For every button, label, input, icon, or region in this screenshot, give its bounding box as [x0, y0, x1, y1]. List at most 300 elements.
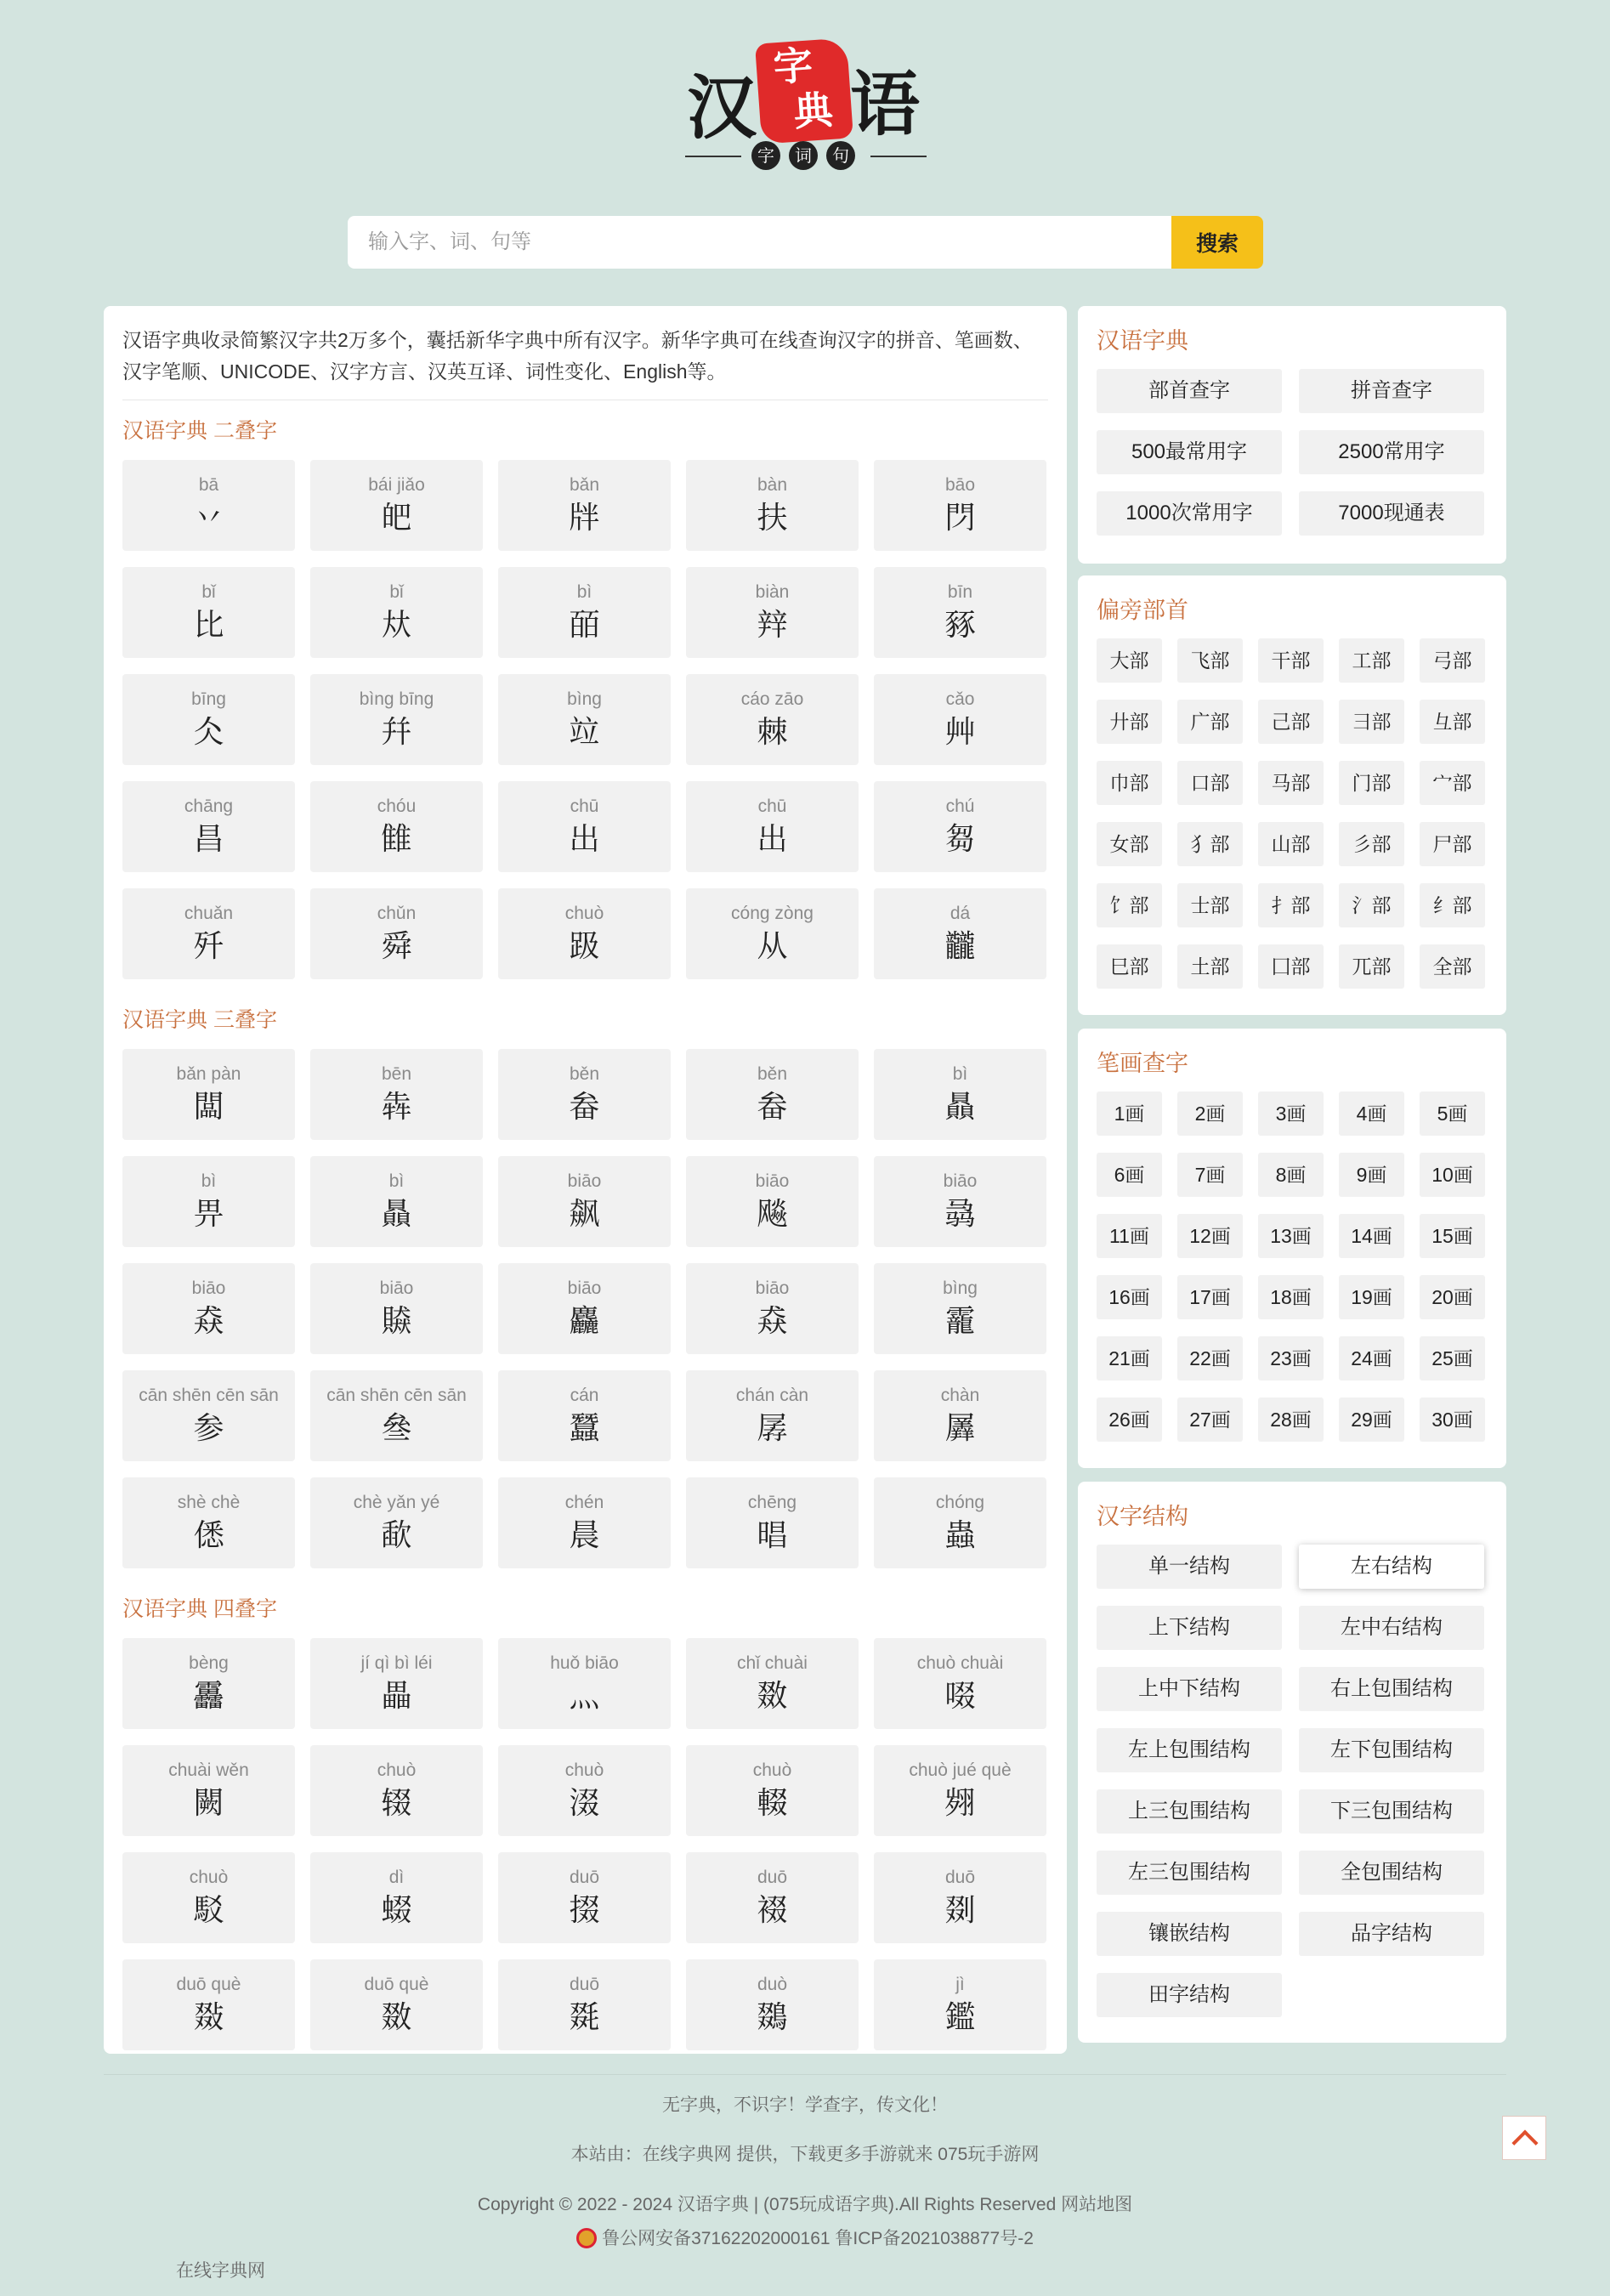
- char-card[interactable]: [874, 1370, 1046, 1461]
- char-glyph: 闆: [193, 1090, 224, 1125]
- stroke-count-button[interactable]: 10画: [1420, 1153, 1485, 1197]
- char-pinyin: bǐ: [389, 582, 404, 602]
- section-title: 汉语字典 三叠字: [122, 1008, 277, 1032]
- char-glyph: 翙: [944, 1786, 976, 1821]
- char-glyph: 麤: [569, 1304, 600, 1339]
- char-card[interactable]: [874, 674, 1046, 765]
- char-glyph: 掇: [569, 1893, 600, 1928]
- dict-link-button[interactable]: 部首查字: [1097, 369, 1282, 413]
- char-card[interactable]: [310, 781, 483, 872]
- char-pinyin: chū: [757, 797, 787, 816]
- radical-button[interactable]: 口部: [1177, 761, 1243, 805]
- char-glyph: 裰: [757, 1893, 788, 1928]
- structure-button[interactable]: 单一结构: [1097, 1545, 1282, 1589]
- police-badge-icon: [576, 2228, 597, 2248]
- back-to-top-icon[interactable]: [1502, 2116, 1546, 2160]
- char-card[interactable]: [310, 888, 483, 979]
- search-input[interactable]: [348, 216, 1171, 269]
- char-pinyin: bǐ: [201, 582, 216, 602]
- char-pinyin: chóng: [935, 1493, 985, 1512]
- char-pinyin: chuò: [564, 904, 604, 923]
- structure-button[interactable]: 上中下结构: [1097, 1667, 1282, 1711]
- char-card[interactable]: [686, 1370, 859, 1461]
- footer-slogan: 无字典，不识字！学查字，传文化！: [662, 2095, 948, 2115]
- logo-seal: [755, 37, 853, 144]
- stroke-count-button[interactable]: 25画: [1420, 1336, 1485, 1380]
- char-pinyin: bì: [201, 1171, 217, 1191]
- char-glyph: 畚: [757, 1090, 788, 1125]
- char-pinyin: biāo: [379, 1278, 414, 1298]
- char-glyph: 丷: [193, 501, 224, 536]
- radical-button[interactable]: 兀部: [1339, 944, 1404, 989]
- char-card[interactable]: [310, 1370, 483, 1461]
- char-card[interactable]: [686, 1049, 859, 1140]
- structure-button[interactable]: 全包围结构: [1299, 1851, 1484, 1895]
- sidebar-structure-title: 汉字结构: [1097, 1504, 1188, 1529]
- char-pinyin: jì: [955, 1975, 965, 1994]
- radical-button[interactable]: 饣部: [1097, 883, 1162, 927]
- char-glyph: 鵽: [757, 2000, 788, 2035]
- char-card[interactable]: [498, 781, 671, 872]
- radical-button[interactable]: 工部: [1339, 638, 1404, 683]
- char-card[interactable]: [686, 674, 859, 765]
- char-glyph: 昌: [193, 822, 224, 857]
- stroke-count-button[interactable]: 29画: [1339, 1397, 1404, 1442]
- char-glyph: 从: [757, 929, 788, 964]
- radical-button[interactable]: 广部: [1177, 700, 1243, 744]
- char-pinyin: chǐ chuài: [737, 1653, 808, 1673]
- char-glyph: 艸: [944, 715, 976, 750]
- stroke-count-button[interactable]: 16画: [1097, 1275, 1162, 1319]
- radical-button[interactable]: 廾部: [1097, 700, 1162, 744]
- char-pinyin: bái jiǎo: [368, 475, 425, 495]
- footer-bottom-link[interactable]: 在线字典网: [176, 2261, 265, 2281]
- char-pinyin: bīng: [191, 689, 226, 709]
- char-pinyin: bì: [952, 1064, 968, 1084]
- char-glyph: 叄: [381, 1411, 412, 1446]
- structure-button[interactable]: 左下包围结构: [1299, 1728, 1484, 1772]
- stroke-count-button[interactable]: 15画: [1420, 1214, 1485, 1258]
- radical-button[interactable]: 士部: [1177, 883, 1243, 927]
- char-pinyin: chén: [564, 1493, 604, 1512]
- char-card[interactable]: [874, 1959, 1046, 2050]
- char-grid: [122, 1638, 1048, 2050]
- radical-button[interactable]: 全部: [1420, 944, 1485, 989]
- char-glyph: 畾: [381, 1679, 412, 1714]
- radical-button[interactable]: 囗部: [1258, 944, 1324, 989]
- stroke-count-button[interactable]: 12画: [1177, 1214, 1243, 1258]
- stroke-count-button[interactable]: 17画: [1177, 1275, 1243, 1319]
- char-glyph: 龖: [944, 929, 976, 964]
- stroke-count-button[interactable]: 5画: [1420, 1091, 1485, 1136]
- char-glyph: 皅: [381, 501, 412, 536]
- char-card[interactable]: [498, 1852, 671, 1943]
- char-card[interactable]: [498, 1745, 671, 1836]
- char-card[interactable]: [122, 1370, 295, 1461]
- char-pinyin: běn: [569, 1064, 600, 1084]
- char-pinyin: bìng bīng: [359, 689, 434, 709]
- char-pinyin: duō: [757, 1868, 788, 1887]
- structure-button[interactable]: 右上包围结构: [1299, 1667, 1484, 1711]
- char-glyph: 歃: [381, 1518, 412, 1553]
- footer-provider[interactable]: 本站由：在线字典网 提供，下载更多手游就来 075玩手游网: [570, 2145, 1040, 2164]
- char-card[interactable]: [498, 674, 671, 765]
- stroke-count-button[interactable]: 28画: [1258, 1397, 1324, 1442]
- logo-seal-top: 字: [772, 42, 814, 91]
- char-card[interactable]: [122, 1477, 295, 1568]
- search-bar: [348, 216, 1263, 269]
- char-pinyin: chán càn: [735, 1386, 809, 1405]
- char-pinyin: cóng zòng: [731, 904, 814, 923]
- stroke-count-button[interactable]: 21画: [1097, 1336, 1162, 1380]
- stroke-count-button[interactable]: 18画: [1258, 1275, 1324, 1319]
- char-card[interactable]: [498, 1370, 671, 1461]
- dict-link-button[interactable]: 2500常用字: [1299, 430, 1484, 474]
- char-glyph: 畚: [569, 1090, 600, 1125]
- char-card[interactable]: [498, 888, 671, 979]
- stroke-count-button[interactable]: 4画: [1339, 1091, 1404, 1136]
- char-card[interactable]: [310, 1745, 483, 1836]
- radical-button[interactable]: 山部: [1258, 822, 1324, 866]
- dict-buttons: [1097, 369, 1488, 536]
- structure-button[interactable]: 品字结构: [1299, 1912, 1484, 1956]
- char-glyph: 夶: [381, 608, 412, 643]
- char-card[interactable]: [122, 1263, 295, 1354]
- char-pinyin: chǔn: [377, 904, 417, 923]
- footer-copyright[interactable]: Copyright © 2022 - 2024 汉语字典 | (075玩成语字典).All Rights Reserved 网站地图: [477, 2195, 1133, 2214]
- stroke-count-button[interactable]: 13画: [1258, 1214, 1324, 1258]
- radical-button[interactable]: 己部: [1258, 700, 1324, 744]
- char-glyph: 晿: [757, 1518, 788, 1553]
- char-glyph: 豩: [944, 608, 976, 643]
- char-glyph: 辡: [757, 608, 788, 643]
- char-card[interactable]: [122, 1959, 295, 2050]
- char-glyph: 孱: [757, 1411, 788, 1446]
- char-pinyin: bìng: [567, 689, 602, 709]
- stroke-count-button[interactable]: 23画: [1258, 1336, 1324, 1380]
- footer-beian[interactable]: [0, 2225, 1610, 2250]
- char-card[interactable]: [310, 1156, 483, 1247]
- logo-seal-bottom: 典: [791, 86, 835, 135]
- logo-sub-3: 句: [826, 141, 855, 170]
- logo-char-right: 语: [850, 64, 921, 145]
- radical-button[interactable]: 巾部: [1097, 761, 1162, 805]
- char-card[interactable]: [122, 1745, 295, 1836]
- sidebar-strokes-title: 笔画查字: [1097, 1051, 1188, 1076]
- radical-button[interactable]: 彐部: [1339, 700, 1404, 744]
- char-glyph: 幷: [381, 715, 412, 750]
- radical-button[interactable]: 门部: [1339, 761, 1404, 805]
- radical-button[interactable]: 大部: [1097, 638, 1162, 683]
- dict-link-button[interactable]: 1000次常用字: [1097, 491, 1282, 536]
- char-glyph: 毲: [569, 2000, 600, 2035]
- sidebar-dict-title: 汉语字典: [1097, 328, 1188, 354]
- radical-button[interactable]: 土部: [1177, 944, 1243, 989]
- char-card[interactable]: [498, 1049, 671, 1140]
- char-pinyin: chú: [945, 797, 975, 816]
- char-pinyin: bì: [388, 1171, 405, 1191]
- char-card[interactable]: [874, 781, 1046, 872]
- char-card[interactable]: [686, 1477, 859, 1568]
- char-glyph: 扶: [757, 501, 788, 536]
- char-pinyin: duō: [569, 1868, 600, 1887]
- char-card[interactable]: [686, 1156, 859, 1247]
- char-card[interactable]: [874, 1745, 1046, 1836]
- char-pinyin: duō: [569, 1975, 600, 1994]
- char-card[interactable]: [122, 674, 295, 765]
- stroke-count-button[interactable]: 2画: [1177, 1091, 1243, 1136]
- char-glyph: 闕: [193, 1786, 224, 1821]
- char-glyph: 棘: [757, 715, 788, 750]
- radical-button[interactable]: 飞部: [1177, 638, 1243, 683]
- char-glyph: 骉: [944, 1197, 976, 1232]
- char-card[interactable]: [686, 567, 859, 658]
- char-glyph: 犇: [381, 1090, 412, 1125]
- char-card[interactable]: [498, 460, 671, 551]
- char-glyph: 雔: [381, 822, 412, 857]
- char-glyph: 趿: [569, 929, 600, 964]
- char-glyph: 鑑: [944, 2000, 976, 2035]
- char-card[interactable]: [686, 888, 859, 979]
- char-glyph: 出: [569, 822, 600, 857]
- char-card[interactable]: [498, 1959, 671, 2050]
- stroke-count-button[interactable]: 6画: [1097, 1153, 1162, 1197]
- char-card[interactable]: [310, 1959, 483, 2050]
- radical-button[interactable]: 弓部: [1420, 638, 1485, 683]
- char-card[interactable]: [498, 1638, 671, 1729]
- sidebar-radicals-title: 偏旁部首: [1097, 598, 1188, 623]
- radical-button[interactable]: 女部: [1097, 822, 1162, 866]
- char-pinyin: bìng: [943, 1278, 978, 1298]
- char-pinyin: chuò: [377, 1760, 417, 1780]
- char-glyph: 僁: [193, 1518, 224, 1553]
- structure-buttons: [1097, 1545, 1488, 2017]
- char-card[interactable]: [122, 1156, 295, 1247]
- char-pinyin: chè yǎn yé: [353, 1493, 440, 1512]
- char-card[interactable]: [122, 1852, 295, 1943]
- char-glyph: 蝃: [381, 1893, 412, 1928]
- char-card[interactable]: [874, 1263, 1046, 1354]
- stroke-count-button[interactable]: 1画: [1097, 1091, 1162, 1136]
- char-pinyin: biāo: [943, 1171, 978, 1191]
- char-card[interactable]: [310, 1263, 483, 1354]
- intro-text: 汉语字典收录简繁汉字共2万多个，囊括新华字典中所有汉字。新华字典可在线查询汉字的拼音、笔画数、汉字笔顺、UNICODE、汉字方言、汉英互译、词性变化、English等。: [122, 325, 1048, 400]
- logo-divider-right: [870, 156, 927, 157]
- radical-button[interactable]: 氵部: [1339, 883, 1404, 927]
- char-pinyin: bǎn pàn: [176, 1064, 241, 1084]
- radical-button[interactable]: 巳部: [1097, 944, 1162, 989]
- char-card[interactable]: [122, 460, 295, 551]
- char-pinyin: chuò: [752, 1760, 792, 1780]
- structure-button[interactable]: 田字结构: [1097, 1973, 1282, 2017]
- char-glyph: 靐: [193, 1679, 224, 1714]
- char-pinyin: duō què: [176, 1975, 241, 1994]
- char-card[interactable]: [122, 888, 295, 979]
- logo-sub-2: 词: [789, 141, 818, 170]
- char-pinyin: dá: [950, 904, 971, 923]
- char-card[interactable]: [686, 1263, 859, 1354]
- char-glyph: 啜: [944, 1679, 976, 1714]
- char-glyph: 猋: [193, 1304, 224, 1339]
- char-pinyin: chuò: [189, 1868, 229, 1887]
- structure-button[interactable]: 左上包围结构: [1097, 1728, 1282, 1772]
- char-pinyin: cǎo: [945, 689, 975, 709]
- char-card[interactable]: [874, 1049, 1046, 1140]
- char-card[interactable]: [686, 1745, 859, 1836]
- char-card[interactable]: [498, 1263, 671, 1354]
- sections: [122, 419, 1048, 2050]
- logo-sub-1: 字: [751, 141, 780, 170]
- char-card[interactable]: [122, 1638, 295, 1729]
- char-pinyin: bā: [198, 475, 219, 495]
- dict-link-button[interactable]: 7000现通表: [1299, 491, 1484, 536]
- radical-button[interactable]: 马部: [1258, 761, 1324, 805]
- radical-button[interactable]: 尸部: [1420, 822, 1485, 866]
- char-card[interactable]: [310, 1638, 483, 1729]
- char-pinyin: biāo: [191, 1278, 226, 1298]
- char-pinyin: bì: [576, 582, 592, 602]
- radical-button[interactable]: 犭部: [1177, 822, 1243, 866]
- stroke-count-button[interactable]: 20画: [1420, 1275, 1485, 1319]
- stroke-count-button[interactable]: 8画: [1258, 1153, 1324, 1197]
- char-pinyin: bēn: [381, 1064, 412, 1084]
- char-glyph: 牉: [569, 501, 600, 536]
- char-card[interactable]: [122, 567, 295, 658]
- char-pinyin: chàn: [940, 1386, 980, 1405]
- char-pinyin: bīn: [947, 582, 973, 602]
- dict-link-button[interactable]: 500最常用字: [1097, 430, 1282, 474]
- stroke-count-button[interactable]: 24画: [1339, 1336, 1404, 1380]
- section-title: 汉语字典 四叠字: [122, 1597, 277, 1621]
- char-card[interactable]: [874, 888, 1046, 979]
- char-card[interactable]: [310, 1049, 483, 1140]
- stroke-count-button[interactable]: 3画: [1258, 1091, 1324, 1136]
- char-glyph: 舜: [381, 929, 412, 964]
- char-glyph: 飚: [757, 1197, 788, 1232]
- char-card[interactable]: [686, 1959, 859, 2050]
- structure-button[interactable]: 左中右结构: [1299, 1606, 1484, 1650]
- char-glyph: 灬: [569, 1679, 600, 1714]
- structure-button[interactable]: 左三包围结构: [1097, 1851, 1282, 1895]
- char-glyph: 贔: [944, 1090, 976, 1125]
- footer-beian-text[interactable]: 鲁公网安备37162202000161 鲁ICP备2021038877号-2: [602, 2229, 1034, 2248]
- char-card[interactable]: [310, 1852, 483, 1943]
- char-card[interactable]: [122, 781, 295, 872]
- char-glyph: 猋: [757, 1304, 788, 1339]
- stroke-count-button[interactable]: 14画: [1339, 1214, 1404, 1258]
- char-pinyin: cán: [570, 1386, 599, 1405]
- char-pinyin: bǎn: [569, 475, 600, 495]
- stroke-count-button[interactable]: 9画: [1339, 1153, 1404, 1197]
- char-card[interactable]: [122, 1049, 295, 1140]
- search-button[interactable]: 搜索: [1171, 216, 1263, 269]
- radical-button[interactable]: 彡部: [1339, 822, 1404, 866]
- structure-button[interactable]: 左右结构: [1299, 1545, 1484, 1589]
- stroke-count-button[interactable]: 27画: [1177, 1397, 1243, 1442]
- stroke-count-button[interactable]: 7画: [1177, 1153, 1243, 1197]
- site-logo[interactable]: [680, 36, 928, 180]
- radical-button[interactable]: 干部: [1258, 638, 1324, 683]
- char-pinyin: chāng: [184, 797, 234, 816]
- char-glyph: 贆: [381, 1304, 412, 1339]
- char-card[interactable]: [686, 1638, 859, 1729]
- char-pinyin: shè chè: [177, 1493, 241, 1512]
- char-card[interactable]: [874, 460, 1046, 551]
- char-pinyin: dì: [388, 1868, 405, 1887]
- char-glyph: 羼: [944, 1411, 976, 1446]
- structure-button[interactable]: 上三包围结构: [1097, 1789, 1282, 1834]
- char-card[interactable]: [874, 1156, 1046, 1247]
- char-card[interactable]: [498, 1477, 671, 1568]
- stroke-count-button[interactable]: 19画: [1339, 1275, 1404, 1319]
- char-glyph: 輟: [757, 1786, 788, 1821]
- char-card[interactable]: [874, 1638, 1046, 1729]
- char-pinyin: cáo zāo: [740, 689, 804, 709]
- char-card[interactable]: [310, 460, 483, 551]
- stroke-count-button[interactable]: 11画: [1097, 1214, 1162, 1258]
- stroke-buttons: [1097, 1091, 1488, 1442]
- structure-button[interactable]: 下三包围结构: [1299, 1789, 1484, 1834]
- char-card[interactable]: [686, 781, 859, 872]
- char-card[interactable]: [874, 1477, 1046, 1568]
- char-pinyin: huǒ biāo: [550, 1653, 619, 1673]
- radical-button[interactable]: 彑部: [1420, 700, 1485, 744]
- stroke-count-button[interactable]: 30画: [1420, 1397, 1485, 1442]
- char-card[interactable]: [310, 567, 483, 658]
- char-card[interactable]: [310, 674, 483, 765]
- char-card[interactable]: [498, 567, 671, 658]
- char-card[interactable]: [874, 1852, 1046, 1943]
- char-glyph: 出: [757, 822, 788, 857]
- char-card[interactable]: [498, 1156, 671, 1247]
- char-glyph: 駁: [193, 1893, 224, 1928]
- char-glyph: 仌: [193, 715, 224, 750]
- char-glyph: 蠶: [569, 1411, 600, 1446]
- dict-link-button[interactable]: 拼音查字: [1299, 369, 1484, 413]
- char-pinyin: biàn: [755, 582, 790, 602]
- stroke-count-button[interactable]: 22画: [1177, 1336, 1243, 1380]
- char-glyph: 畀: [193, 1197, 224, 1232]
- char-pinyin: chuài wěn: [168, 1760, 249, 1780]
- char-card[interactable]: [874, 567, 1046, 658]
- char-pinyin: chuò chuài: [916, 1653, 1004, 1673]
- section-title: 汉语字典 二叠字: [122, 419, 277, 443]
- main-panel: [104, 306, 1067, 2054]
- char-glyph: 晨: [569, 1518, 600, 1553]
- char-glyph: 敪: [381, 2000, 412, 2035]
- char-grid: [122, 1049, 1048, 1568]
- radical-button[interactable]: 扌部: [1258, 883, 1324, 927]
- char-card[interactable]: [686, 460, 859, 551]
- char-card[interactable]: [686, 1852, 859, 1943]
- sidebar-dict: [1078, 306, 1506, 564]
- structure-button[interactable]: 镶嵌结构: [1097, 1912, 1282, 1956]
- char-pinyin: biāo: [567, 1278, 602, 1298]
- char-pinyin: cān shēn cēn sān: [139, 1386, 279, 1405]
- radical-buttons: [1097, 638, 1488, 989]
- char-pinyin: jí qì bì léi: [360, 1653, 433, 1673]
- char-pinyin: chuò jué què: [909, 1760, 1012, 1780]
- structure-button[interactable]: 上下结构: [1097, 1606, 1282, 1650]
- char-card[interactable]: [310, 1477, 483, 1568]
- radical-button[interactable]: 宀部: [1420, 761, 1485, 805]
- stroke-count-button[interactable]: 26画: [1097, 1397, 1162, 1442]
- logo-divider-left: [685, 156, 741, 157]
- radical-button[interactable]: 纟部: [1420, 883, 1485, 927]
- char-glyph: 竝: [569, 715, 600, 750]
- char-glyph: 剟: [944, 1893, 976, 1928]
- char-pinyin: duò: [757, 1975, 788, 1994]
